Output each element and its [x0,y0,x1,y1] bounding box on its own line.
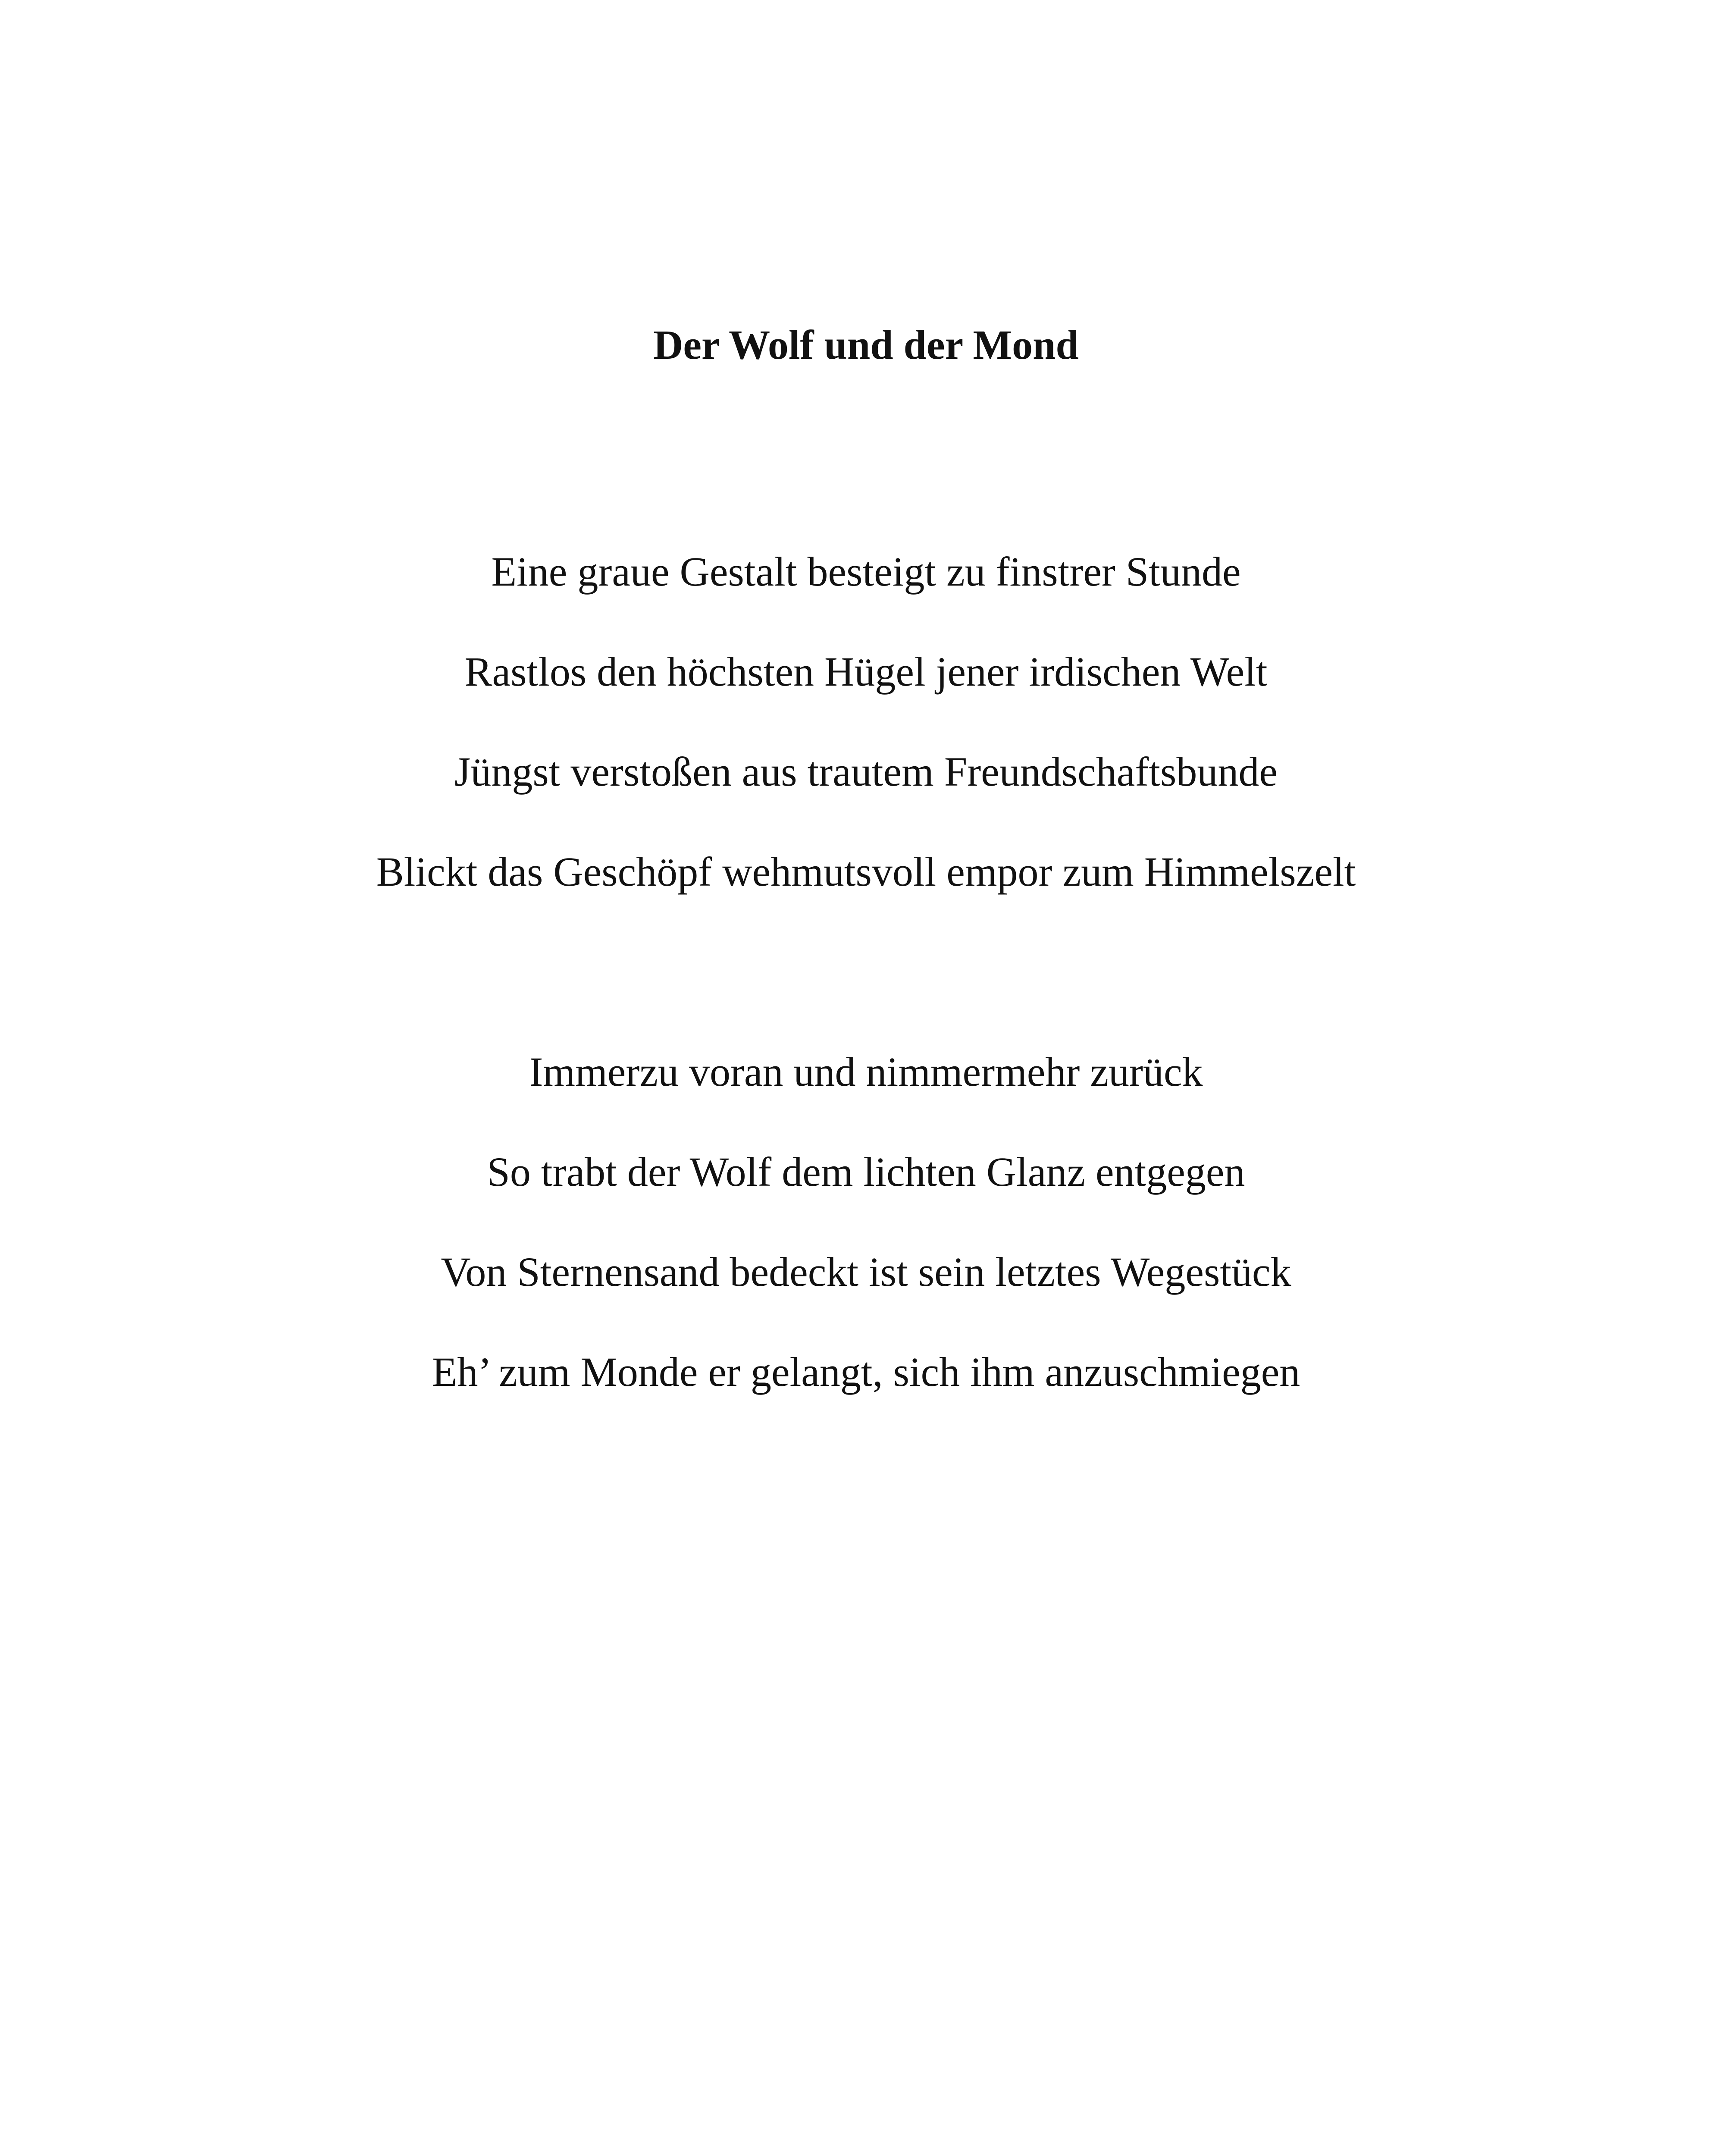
verse-line: Von Sternensand bedeckt ist sein letztes Wegestück [441,1249,1291,1295]
poem-title: Der Wolf und der Mond [653,322,1079,368]
stanza-1 [0,522,1732,922]
verse-line: Jüngst verstoßen aus trautem Freundschaftsbunde [454,749,1278,795]
verse-line: Immerzu voran und nimmermehr zurück [529,1049,1203,1095]
verse-line: Rastlos den höchsten Hügel jener irdischen Welt [464,649,1268,695]
stanza-2 [0,1022,1732,1422]
verse-line: So trabt der Wolf dem lichten Glanz entgegen [487,1149,1245,1195]
verse-line: Blickt das Geschöpf wehmutsvoll empor zum Himmelszelt [376,849,1356,895]
verse-line: Eh’ zum Monde er gelangt, sich ihm anzuschmiegen [432,1349,1300,1395]
verse-line: Eine graue Gestalt besteigt zu finstrer Stunde [491,548,1241,595]
